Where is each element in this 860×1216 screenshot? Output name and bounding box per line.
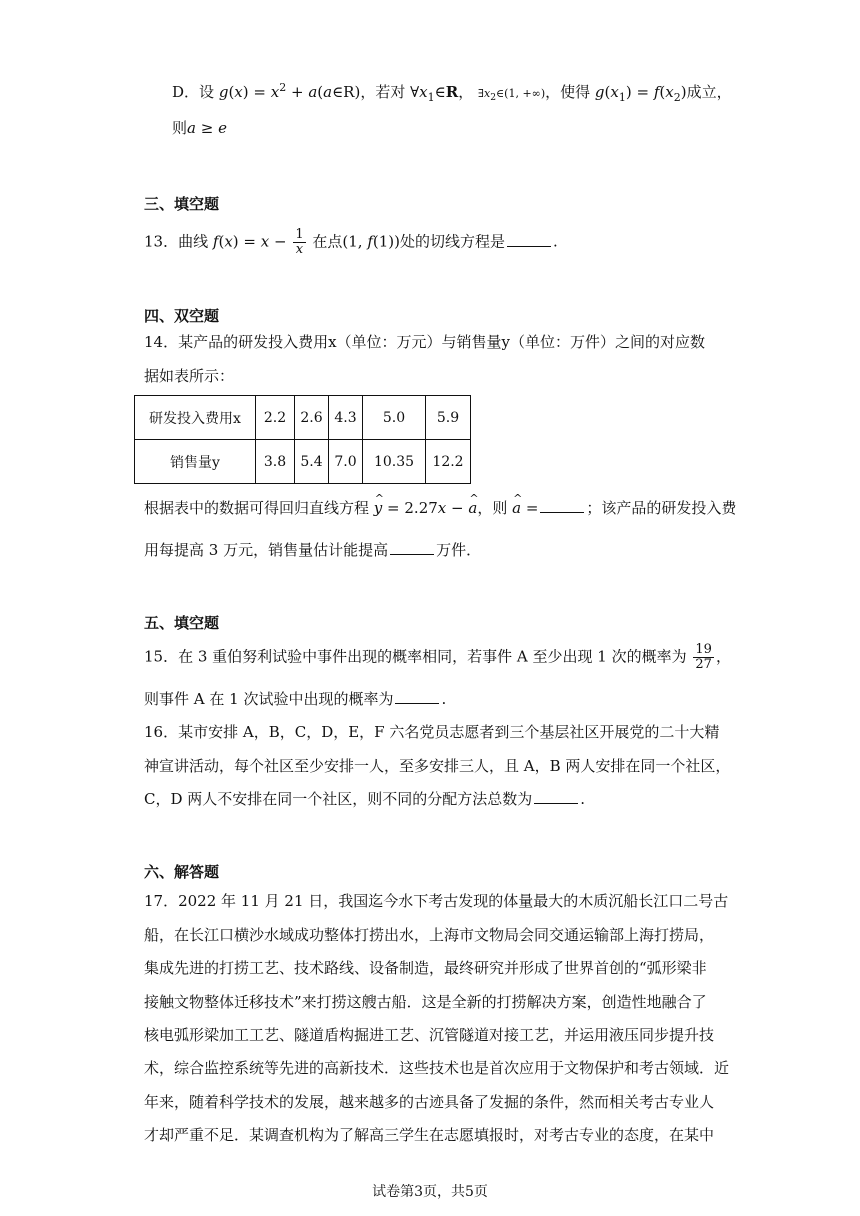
- section-title-4: 四、双空题: [144, 307, 220, 325]
- answer-blank: [395, 689, 439, 704]
- table-cell: 3.8: [256, 440, 295, 484]
- question-17-line: 船，在长江口横沙水域成功整体打捞出水，上海市文物局会同交通运输部上海打捞局，: [144, 926, 715, 944]
- table-cell: 5.9: [426, 396, 471, 440]
- question-17-line: 年来，随着科学技术的发展，越来越多的古迹具备了发掘的条件，然而相关考古专业人: [144, 1093, 715, 1111]
- section-title-3: 三、填空题: [144, 195, 220, 213]
- question-17-line: 才却严重不足．某调查机构为了解高三学生在志愿填报时，对考古专业的态度，在某中: [144, 1126, 715, 1144]
- table-row: [135, 440, 471, 484]
- table-cell: 12.2: [426, 440, 471, 484]
- table-row: [135, 396, 471, 440]
- table-cell: 4.3: [329, 396, 363, 440]
- question-17-line: 核电弧形梁加工工艺、隧道盾构掘进工艺、沉管隧道对接工艺，并运用液压同步提升技: [144, 1026, 715, 1044]
- question-15-line2: 则事件 A 在 1 次试验中出现的概率为 .: [144, 690, 447, 708]
- question-14-after2: 用每提高 3 万元，销售量估计能提高 万件．: [144, 541, 482, 559]
- table-cell: 销售量y: [135, 440, 256, 484]
- question-17-line: 17．2022 年 11 月 21 日，我国迄今水下考古发现的体量最大的木质沉船长江口二号古: [144, 892, 729, 910]
- table-cell: 7.0: [329, 440, 363, 484]
- question-16-line1: 16．某市安排 A，B，C，D，E，F 六名党员志愿者到三个基层社区开展党的二十大精: [144, 723, 720, 741]
- question-14-after1: 根据表中的数据可得回归直线方程 ^ y = 2.27x − ^ a，则 ^ a = ；该产品的研发投入费: [144, 498, 736, 518]
- page-footer: 试卷第3页，共5页: [372, 1184, 488, 1200]
- answer-blank: [540, 498, 584, 513]
- table-cell: 5.4: [295, 440, 329, 484]
- table-cell: 2.2: [256, 396, 295, 440]
- fraction-1-over-x: $\frac{1}{x}$: [295, 227, 304, 257]
- q12-option-d-line2: 则a ≥ e: [172, 119, 227, 137]
- question-16-line2: 神宣讲活动，每个社区至少安排一人，至多安排三人，且 A，B 两人安排在同一个社区，: [144, 757, 731, 775]
- question-13: 13．曲线 f(x) = x − $\frac{1}{x}$ 在点(1, f(1))处的切线方程是 .: [144, 227, 558, 257]
- fraction-19-27: $\frac{19}{27}$: [695, 642, 712, 672]
- question-17-line: 术，综合监控系统等先进的高新技术．这些技术也是首次应用于文物保护和考古领域．近: [144, 1059, 730, 1077]
- answer-blank: [390, 540, 434, 555]
- table-cell: 2.6: [295, 396, 329, 440]
- question-17-line: 集成先进的打捞工艺、技术路线、设备制造，最终研究并形成了世界首创的“弧形梁非: [144, 959, 707, 977]
- q12-option-d-line1: D．设 $g(x) = x^2$ + a(a∈R)，若对 $\forall x_1\in R$， $\exists x_2\in(1$, +∞)，使得 $g(x_1) = f(x_2)$成立，: [172, 81, 732, 104]
- answer-blank: [534, 789, 578, 804]
- section-title-5: 五、填空题: [144, 614, 220, 632]
- table-cell: 研发投入费用x: [135, 396, 256, 440]
- table-cell: 5.0: [363, 396, 426, 440]
- data-table: [134, 395, 471, 484]
- question-14-line2: 据如表所示：: [144, 367, 235, 385]
- section-title-6: 六、解答题: [144, 863, 220, 881]
- question-17-line: 接触文物整体迁移技术”来打捞这艘古船．这是全新的打捞解决方案，创造性地融合了: [144, 993, 707, 1011]
- question-14-line1: 14．某产品的研发投入费用x（单位：万元）与销售量y（单位：万件）之间的对应数: [144, 333, 706, 351]
- question-16-line3: C，D 两人不安排在同一个社区，则不同的分配方法总数为 .: [144, 790, 586, 808]
- question-15-line1: 15．在 3 重伯努利试验中事件出现的概率相同，若事件 A 至少出现 1 次的概率为 $\frac{19}{27}$ ，: [144, 642, 731, 672]
- table-cell: 10.35: [363, 440, 426, 484]
- answer-blank: [507, 232, 551, 247]
